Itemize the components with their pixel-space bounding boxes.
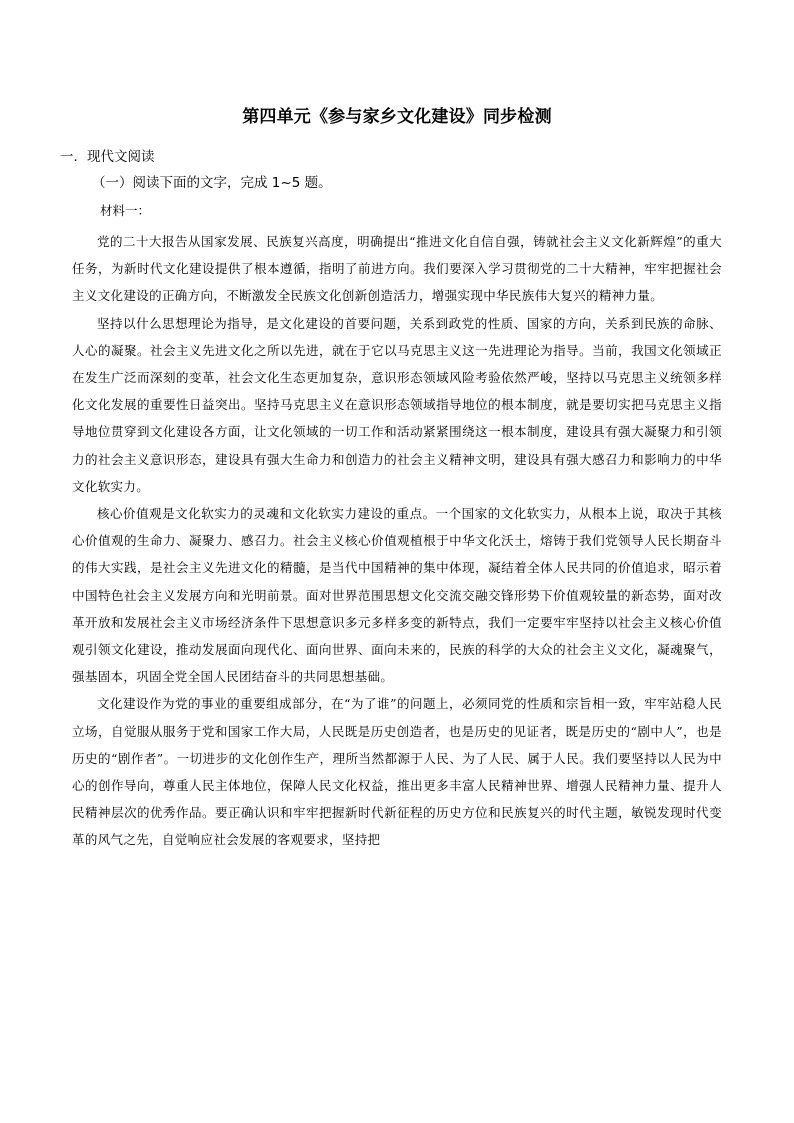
page-content <box>60 104 722 854</box>
paragraph-4: 文化建设作为党的事业的重要组成部分，在“为了谁”的问题上，必须同党的性质和宗旨相一致，牢牢站稳人民立场，自觉服从服务于党和国家工作大局，人民既是历史创造者，也是历史的见证者，既是历史的“剧中人”，也是历史的“剧作者”。一切进步的文化创作生产，理所当然都源于人民、为了人民、属于人民。我们要坚持以人民为中心的创作导向，尊重人民主体地位，保障人民文化权益，推出更多丰富人民精神世界、增强人民精神力量、提升人民精神层次的优秀作品。要正确认识和牢牢把握新时代新征程的历史方位和民族复兴的时代主题，敏锐发现时代变革的风气之先，自觉响应社会发展的客观要求，坚持把 <box>72 696 722 848</box>
section-heading: 一．现代文阅读 <box>60 149 155 165</box>
reading-instruction: （一）阅读下面的文字，完成 1~5 题。 <box>92 175 332 191</box>
paragraph-1: 党的二十大报告从国家发展、民族复兴高度，明确提出“推进文化自信自强，铸就社会主义文化新辉煌”的重大任务，为新时代文化建设提供了根本遵循，指明了前进方向。我们要深入学习贯彻党的二十大精神，牢牢把握社会主义文化建设的正确方向，不断激发全民族文化创新创造活力，增强实现中华民族伟大复兴的精神力量。 <box>72 234 722 304</box>
paragraph-3: 核心价值观是文化软实力的灵魂和文化软实力建设的重点。一个国家的文化软实力，从根本上说，取决于其核心价值观的生命力、凝聚力、感召力。社会主义核心价值观植根于中华文化沃土，熔铸于我们党领导人民长期奋斗的伟大实践，是社会主义先进文化的精髓，是当代中国精神的集中体现，凝结着全体人民共同的价值追求，昭示着中国特色社会主义发展方向和光明前景。面对世界范围思想文化交流交融交锋形势下价值观较量的新态势，面对改革开放和发展社会主义市场经济条件下思想意识多元多样多变的新特点，我们一定要牢牢坚持以社会主义核心价值观引领文化建设，推动发展面向现代化、面向世界、面向未来的，民族的科学的大众的社会主义文化，凝魂聚气，强基固本，巩固全党全国人民团结奋斗的共同思想基础。 <box>72 506 722 685</box>
material-label: 材料一： <box>100 203 151 218</box>
document-title: 第四单元《参与家乡文化建设》同步检测 <box>242 107 552 127</box>
paragraph-2: 坚持以什么思想理论为指导，是文化建设的首要问题，关系到政党的性质、国家的方向，关系到民族的命脉、人心的凝聚。社会主义先进文化之所以先进，就在于它以马克思主义这一先进理论为指导。当前，我国文化领域正在发生广泛而深刻的变革，社会文化生态更加复杂，意识形态领域风险考验依然严峻，坚持以马克思主义统领多样化文化发展的重要性日益突出。坚持马克思主义在意识形态领域指导地位的根本制度，就是要切实把马克思主义指导地位贯穿到文化建设各方面，让文化领域的一切工作和活动紧紧围绕这一根本制度，建设具有强大凝聚力和引领力的社会主义意识形态，建设具有强大生命力和创造力的社会主义精神文明，建设具有强大感召力和影响力的中华文化软实力。 <box>72 315 722 494</box>
